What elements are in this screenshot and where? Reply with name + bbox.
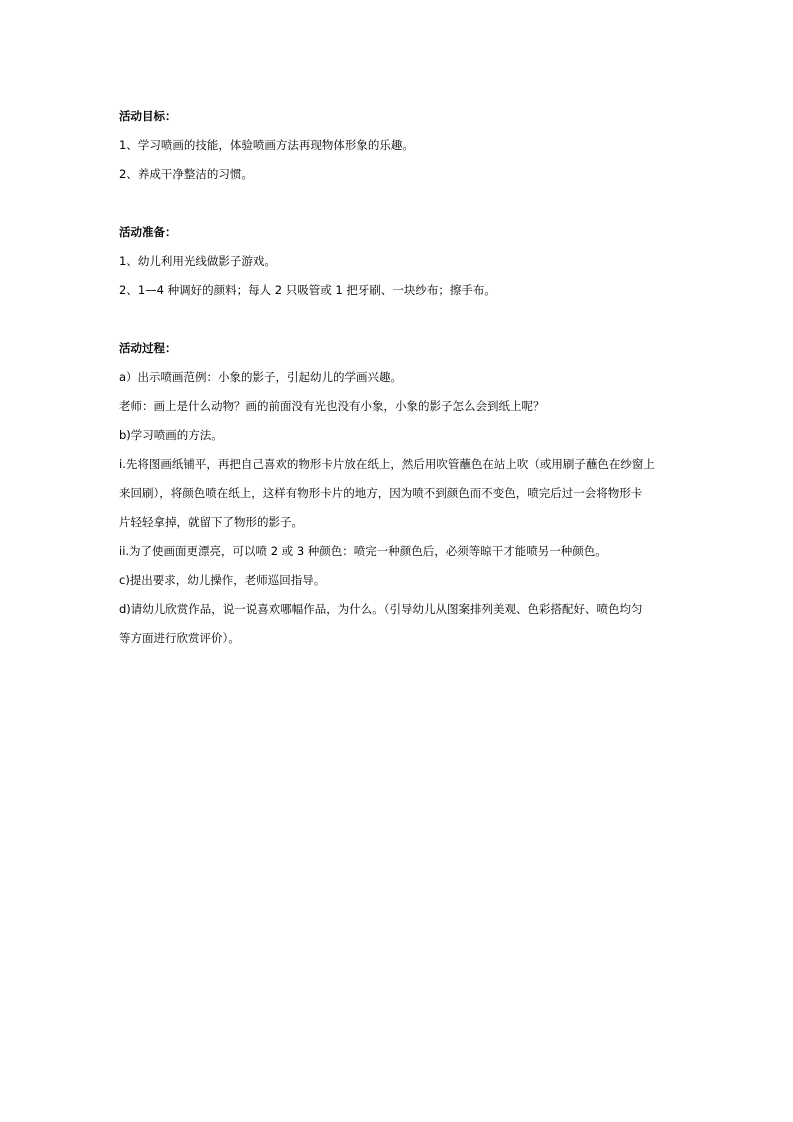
process-step-ii: ii.为了使画面更漂亮，可以喷 2 或 3 种颜色：喷完一种颜色后，必须等晾干才能喷另一种颜色。 xyxy=(119,544,607,558)
section-spacer xyxy=(119,305,679,334)
preparation-item-1: 1、幼儿利用光线做影子游戏。 xyxy=(119,254,276,268)
process-step-i-line-2: 来回刷），将颜色喷在纸上，这样有物形卡片的地方，因为喷不到颜色而不变色，喷完后过一会将物形卡 xyxy=(119,486,643,500)
process-step-d-line-2: 等方面进行欣赏评价）。 xyxy=(119,631,240,645)
goal-item-2: 2、养成干净整洁的习惯。 xyxy=(119,167,253,181)
goal-item-1: 1、学习喷画的技能，体验喷画方法再现物体形象的乐趣。 xyxy=(119,138,414,152)
process-step-i-line-3: 片轻轻拿掉，就留下了物形的影子。 xyxy=(119,515,303,529)
section-heading-process: 活动过程： xyxy=(119,341,177,355)
process-step-a: a）出示喷画范例：小象的影子，引起幼儿的学画兴趣。 xyxy=(119,370,403,384)
section-spacer xyxy=(119,189,679,218)
process-step-c: c)提出要求，幼儿操作，老师巡回指导。 xyxy=(119,573,326,587)
process-step-d-line-1: d)请幼儿欣赏作品，说一说喜欢哪幅作品，为什么。（引导幼儿从图案排列美观、色彩搭配好、喷色均匀 xyxy=(119,602,643,616)
process-step-i-line-1: i.先将图画纸铺平，再把自己喜欢的物形卡片放在纸上，然后用吹管蘸色在站上吹（或用刷子蘸色在纱窗上 xyxy=(119,457,655,471)
section-heading-preparation: 活动准备： xyxy=(119,225,177,239)
process-step-b: b)学习喷画的方法。 xyxy=(119,428,223,442)
process-teacher-question: 老师：画上是什么动物？画的前面没有光也没有小象，小象的影子怎么会到纸上呢？ xyxy=(119,399,545,413)
section-heading-goals: 活动目标： xyxy=(119,109,177,123)
preparation-item-2: 2、1—4 种调好的颜料；每人 2 只吸管或 1 把牙刷、一块纱布；擦手布。 xyxy=(119,283,496,297)
document-body xyxy=(119,102,679,653)
